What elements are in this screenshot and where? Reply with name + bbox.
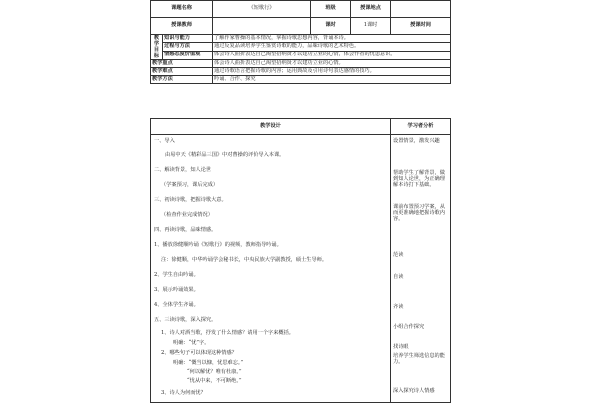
title-label: 课题名称	[151, 1, 213, 18]
class-label: 班级	[311, 1, 351, 18]
design-line: 2、哪些句子可以体现这种情感？	[161, 350, 237, 356]
design-line: 注：徐健顺，中华吟诵学会秘书长，中央民族大学副教授，硕士生导师。	[161, 257, 328, 263]
analysis-note: 范读	[393, 252, 404, 258]
analysis-note: 自读	[393, 274, 404, 280]
goal-process-value: 通过反复品读培养学生鉴赏诗歌的能力，品味诗歌的艺术特色。	[213, 43, 451, 51]
key-point-label: 教学重点	[151, 60, 213, 68]
analysis-note: 小组合作探究	[393, 324, 425, 330]
analysis-note: 深入探究诗人情感	[393, 388, 435, 394]
place-label: 授课地点	[351, 1, 391, 18]
time-label: 授课时间	[391, 18, 451, 35]
analysis-note: 齐读	[393, 304, 404, 310]
analysis-note: 找诗眼	[393, 344, 409, 350]
design-line: 四、再读诗歌，品味情感。	[154, 227, 217, 233]
lesson-plan-page	[150, 0, 450, 400]
difficulty-value: 通过诗歌语言把握诗歌的内容；运用典故及引用诗句表达感情的技巧。	[213, 68, 451, 76]
design-line: “忧从中来，不可断绝。”	[187, 378, 242, 384]
key-point-value: 体会诗人曲折表达自己渴望招纳贤才以建功立业的心情。	[213, 60, 451, 68]
analysis-note: 帮助学生了解背景，做到知人论世，为正确理解本诗打下基础。	[393, 170, 445, 188]
difficulty-label: 教学难点	[151, 68, 213, 76]
teacher-label: 授课教师	[151, 18, 213, 35]
design-line: （学案预习，课后完成）	[161, 182, 219, 188]
analysis-content	[391, 135, 451, 403]
goal-attitude-label: 情感态度价值观	[163, 51, 213, 59]
teacher-value	[213, 18, 311, 35]
design-line: 二、解读背景，知人论世	[154, 167, 212, 173]
design-line: “何以解忧？唯有杜康。”	[187, 369, 242, 375]
design-content	[151, 135, 391, 403]
design-line: 由易中天《精彩品三国》中对曹操的评价导入本课。	[165, 152, 285, 158]
goal-process-label: 过程与方法	[163, 43, 213, 51]
analysis-note: 培养学生筛选信息的能力。	[393, 353, 445, 365]
lesson-info-table	[150, 0, 451, 84]
design-line: 明确：“忧”字。	[173, 340, 210, 346]
design-line: 1、诗人对酒当歌，抒发了什么情感？请用一个字来概括。	[161, 330, 294, 336]
hours-label: 课时	[311, 18, 351, 35]
design-line: 三、初读诗歌，把握诗歌大意。	[154, 197, 227, 203]
goal-attitude-value: 体会诗人曲折表达自己渴望招纳贤才以建功立业的心情，体会作者的忧患意识。	[213, 51, 451, 59]
goal-knowledge-label: 知识与能力	[163, 35, 213, 43]
design-line: 2、学生自由吟诵。	[154, 272, 199, 278]
teaching-goals-side-label: 教 学 目 标	[151, 35, 163, 60]
method-value: 吟诵、合作、探究	[213, 76, 451, 84]
analysis-note: 设置情景，激发兴趣	[393, 138, 440, 144]
design-line: 1、播放徐健顺吟诵《短歌行》的视频，教师指导吟诵。	[154, 242, 282, 248]
goal-knowledge-value: 了解作家曹操的基本情况，掌握诗歌思想内容，背诵本诗。	[213, 35, 451, 43]
design-line: 4、全体学生齐诵。	[154, 302, 199, 308]
place-value	[391, 1, 451, 18]
design-line: 明确：“慨当以慷，忧思难忘。”	[173, 360, 244, 366]
design-line: 一、导入	[154, 138, 175, 144]
title-value: 《短歌行》	[213, 1, 311, 18]
design-line: （检查作业完成情况）	[161, 212, 213, 218]
design-line: 五、三读诗歌，深入探究。	[154, 317, 217, 323]
design-line: 3、展示吟诵效果。	[154, 287, 199, 293]
analysis-note: 课前布置预习学案，从而更准确地把握诗歌内容。	[393, 204, 445, 222]
design-line: 3、诗人为何而忧？	[161, 390, 206, 396]
design-heading: 教学设计	[151, 119, 391, 135]
hours-value: 1课时	[351, 18, 391, 35]
analysis-heading: 学习者分析	[391, 119, 451, 135]
teaching-design-table	[150, 118, 451, 403]
method-label: 教学方法	[151, 76, 213, 84]
